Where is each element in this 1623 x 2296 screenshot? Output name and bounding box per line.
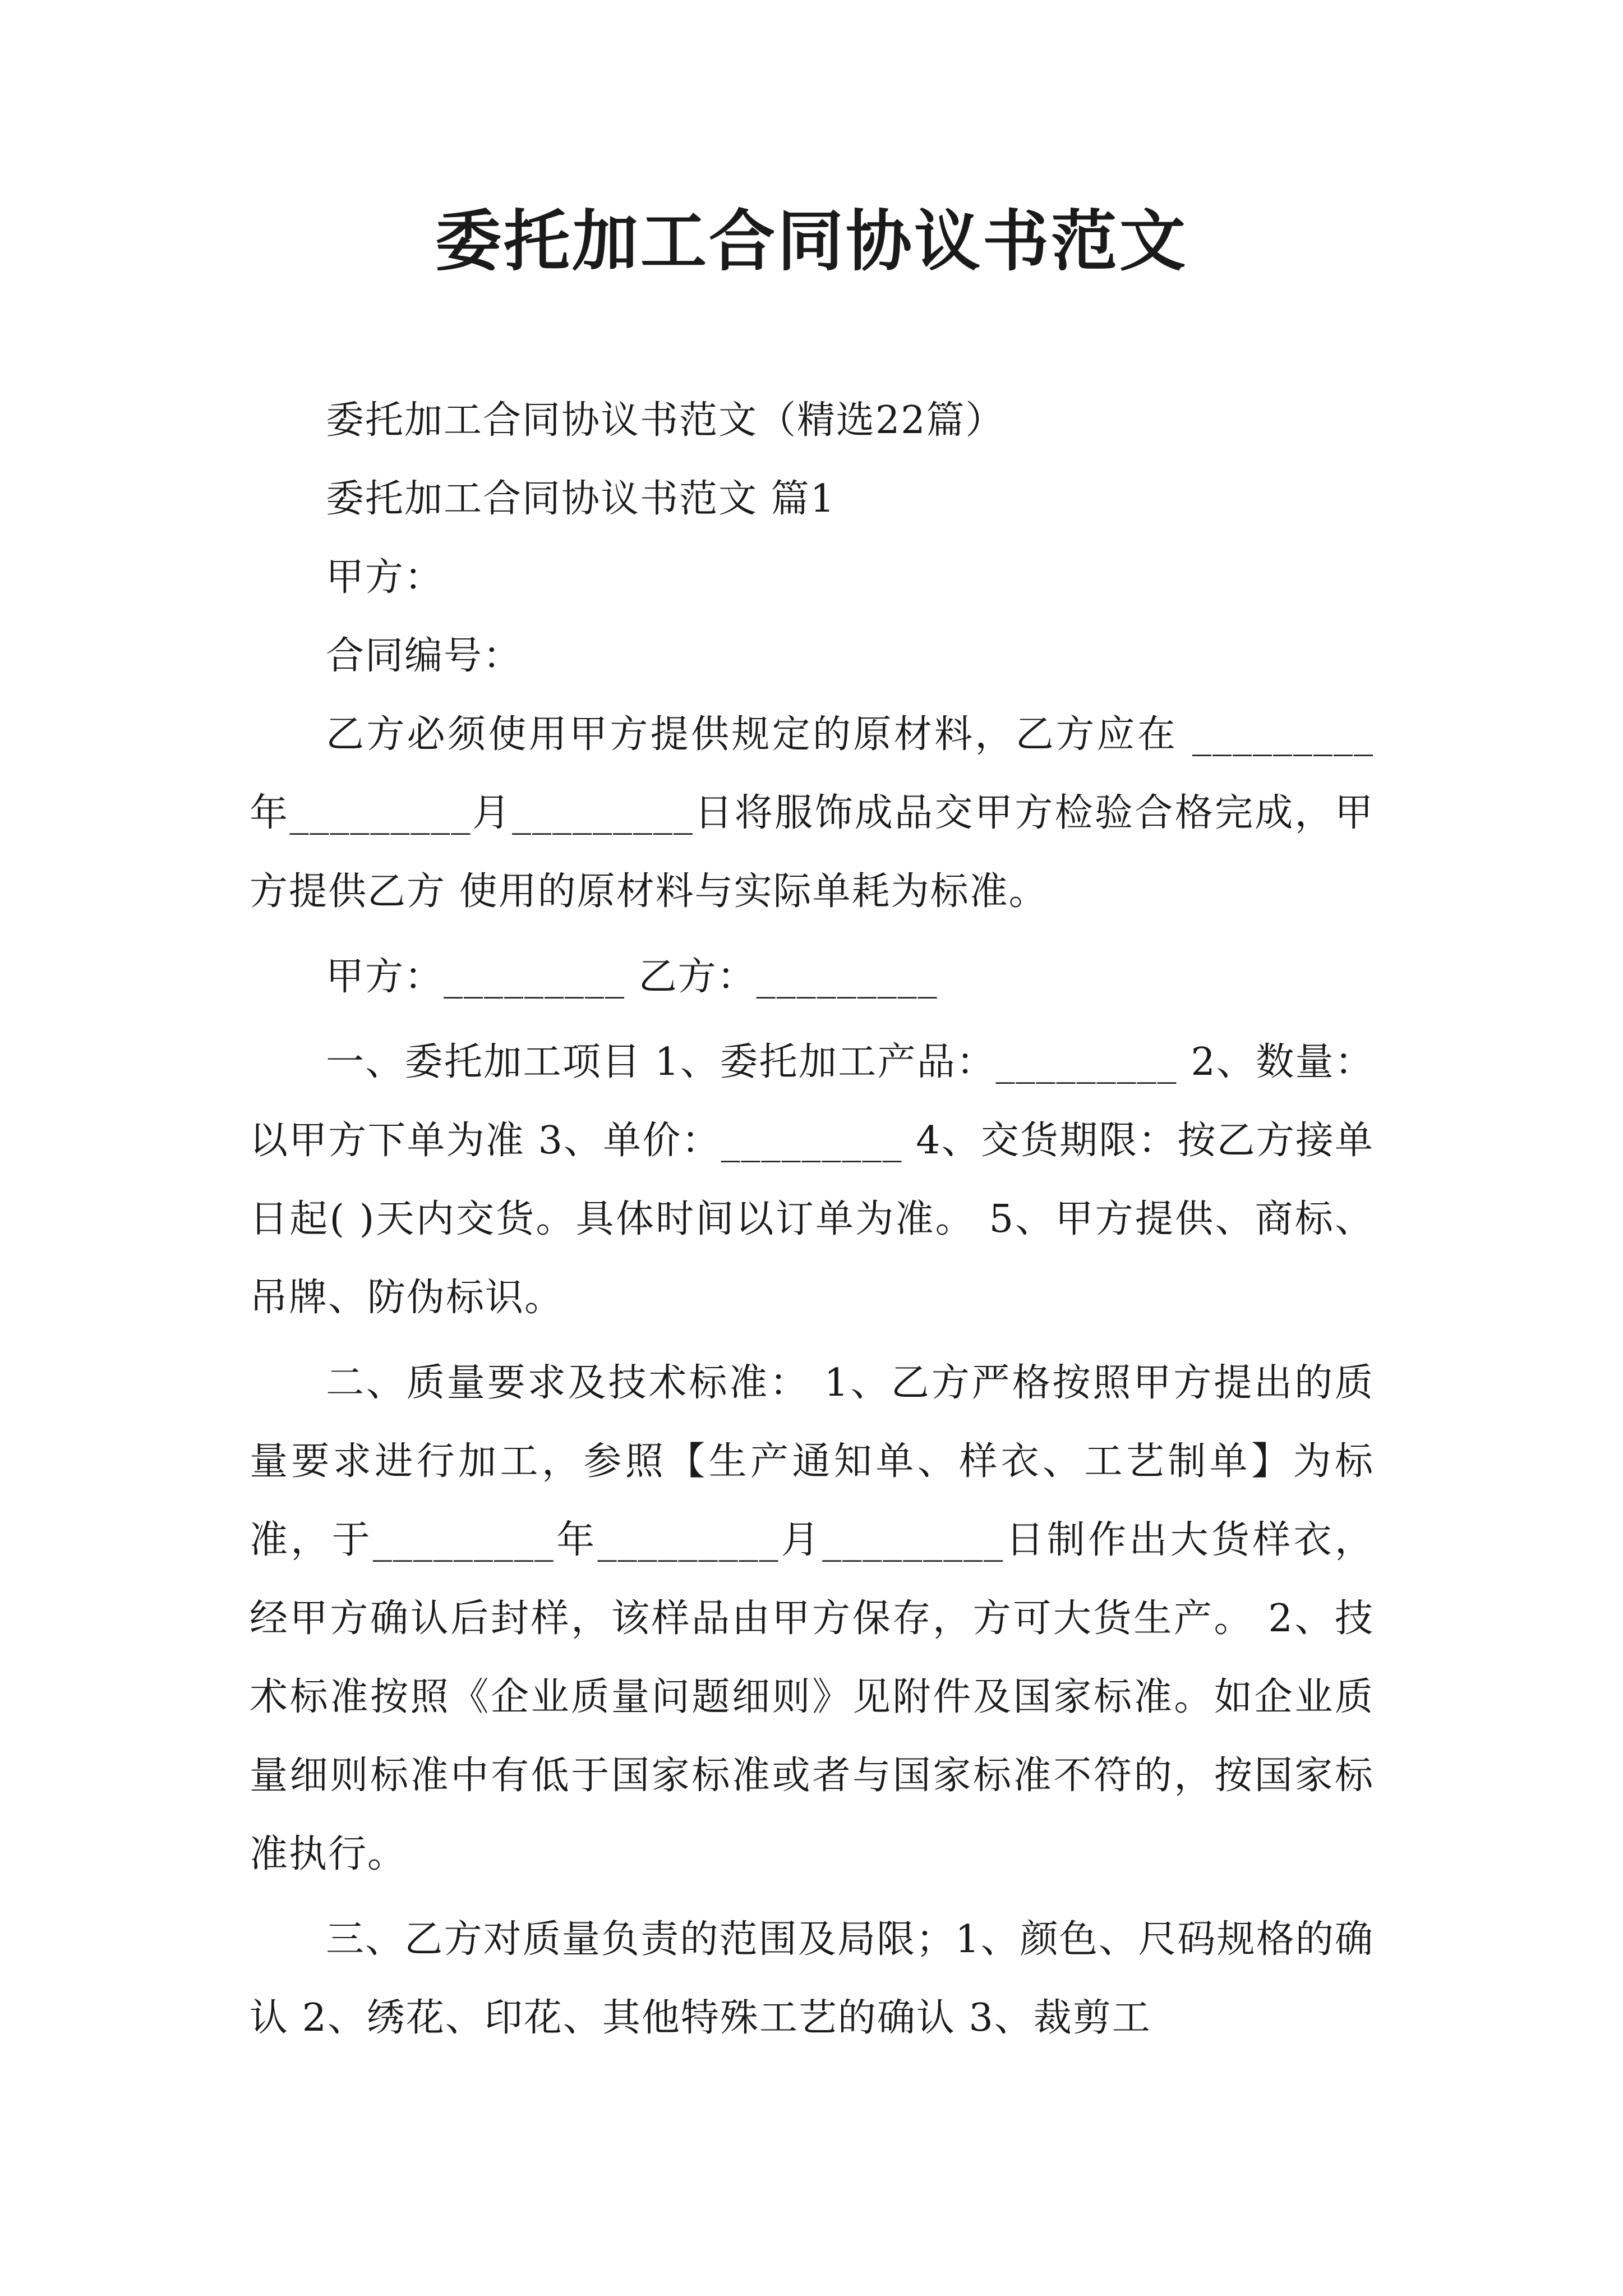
- paragraph-contract-number: 合同编号：: [326, 634, 523, 678]
- paragraph-materials: 乙方必须使用甲方提供规定的原材料，乙方应在 _________ 年_________月_________日将服饰成品交甲方检验合格完成，甲方提供乙方 使用的原材料与实际单耗为标准。: [250, 712, 1374, 914]
- paragraph-clause-2: 二、质量要求及技术标准： 1、乙方严格按照甲方提出的质量要求进行加工，参照【生产通知单、样衣、工艺制单】为标准，于_________年_________月_________日制作出大货样衣，经甲方确认后封样，该样品由甲方保存，方可大货生产。 2、技术标准按照《企业质量问题细则》见附件及国家标准。如企业质量细则标准中有低于国家标准或者与国家标准不符的，按国家标准执行。: [250, 1361, 1374, 1876]
- document-title: 委托加工合同协议书范文: [435, 202, 1188, 280]
- paragraph-subtitle: 委托加工合同协议书范文（精选22篇）: [326, 398, 1005, 443]
- paragraph-clause-1: 一、委托加工项目 1、委托加工产品：_________ 2、数量：以甲方下单为准 3、单价：_________ 4、交货期限：按乙方接单日起( )天内交货。具体时间以订单为准。 5、甲方提供、商标、吊牌、防伪标识。: [250, 1040, 1374, 1320]
- paragraph-clause-3: 三、乙方对质量负责的范围及局限；1、颜色、尺码规格的确认 2、绣花、印花、其他特殊工艺的确认 3、裁剪工: [250, 1917, 1374, 2040]
- paragraph-party-a: 甲方：: [326, 555, 444, 600]
- document-body: [250, 381, 1374, 2058]
- paragraph-section-heading: 委托加工合同协议书范文 篇1: [326, 477, 836, 521]
- paragraph-signatures: 甲方：_________ 乙方：_________: [326, 955, 938, 999]
